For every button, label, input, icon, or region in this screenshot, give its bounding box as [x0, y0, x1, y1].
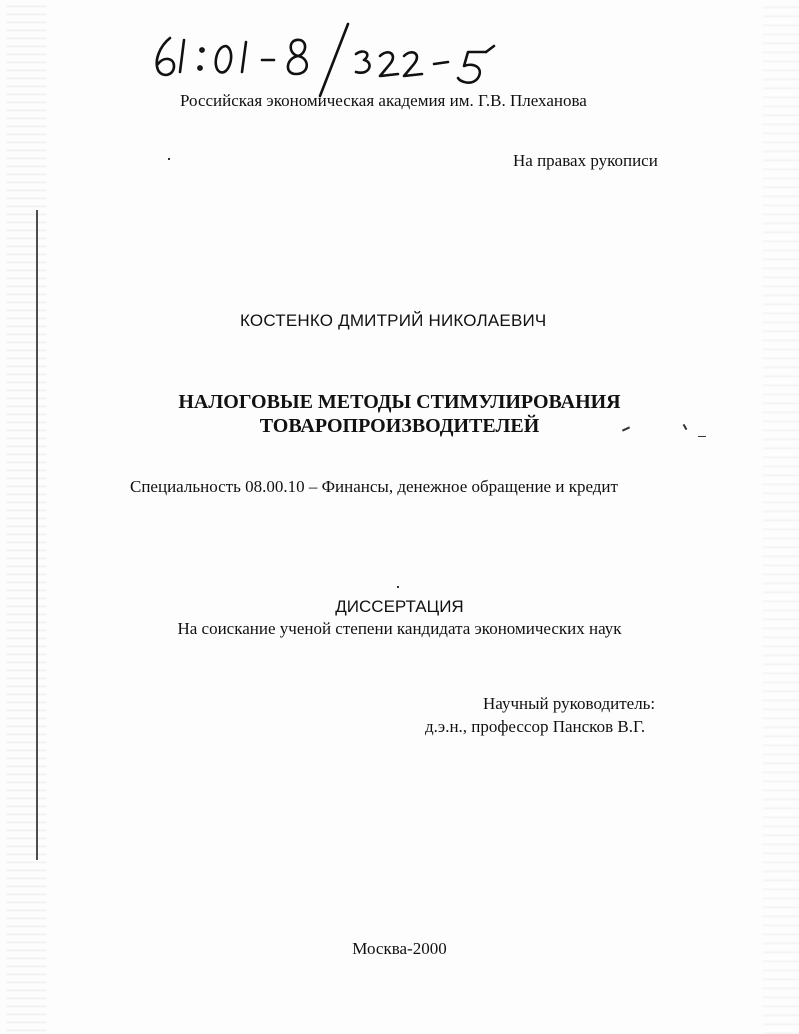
degree-statement: На соискание ученой степени кандидата экономических наук [177, 619, 622, 638]
handwritten-archive-code [150, 20, 510, 100]
scan-speck [397, 586, 399, 588]
specialty: Специальность 08.00.10 – Финансы, денежное обращение и кредит [130, 477, 618, 496]
title-line-1: НАЛОГОВЫЕ МЕТОДЫ СТИМУЛИРОВАНИЯ [178, 391, 621, 413]
scan-speck [698, 436, 706, 437]
scan-edge-right [763, 0, 799, 1034]
binding-shadow [36, 210, 38, 860]
rights-note: На правах рукописи [513, 151, 658, 170]
academy-name: Российская экономическая академия им. Г.В. Плеханова [180, 91, 587, 110]
supervisor-name: д.э.н., профессор Пансков В.Г. [425, 717, 646, 736]
city-year: Москва-2000 [352, 939, 447, 958]
scan-edge-left [6, 0, 46, 1034]
scan-speck [168, 158, 170, 160]
supervisor-label: Научный руководитель: [483, 694, 656, 713]
author-name: КОСТЕНКО ДМИТРИЙ НИКОЛАЕВИЧ [240, 311, 547, 330]
dissertation-label: ДИССЕРТАЦИЯ [335, 597, 464, 616]
title-line-2: ТОВАРОПРОИЗВОДИТЕЛЕЙ [259, 415, 540, 437]
